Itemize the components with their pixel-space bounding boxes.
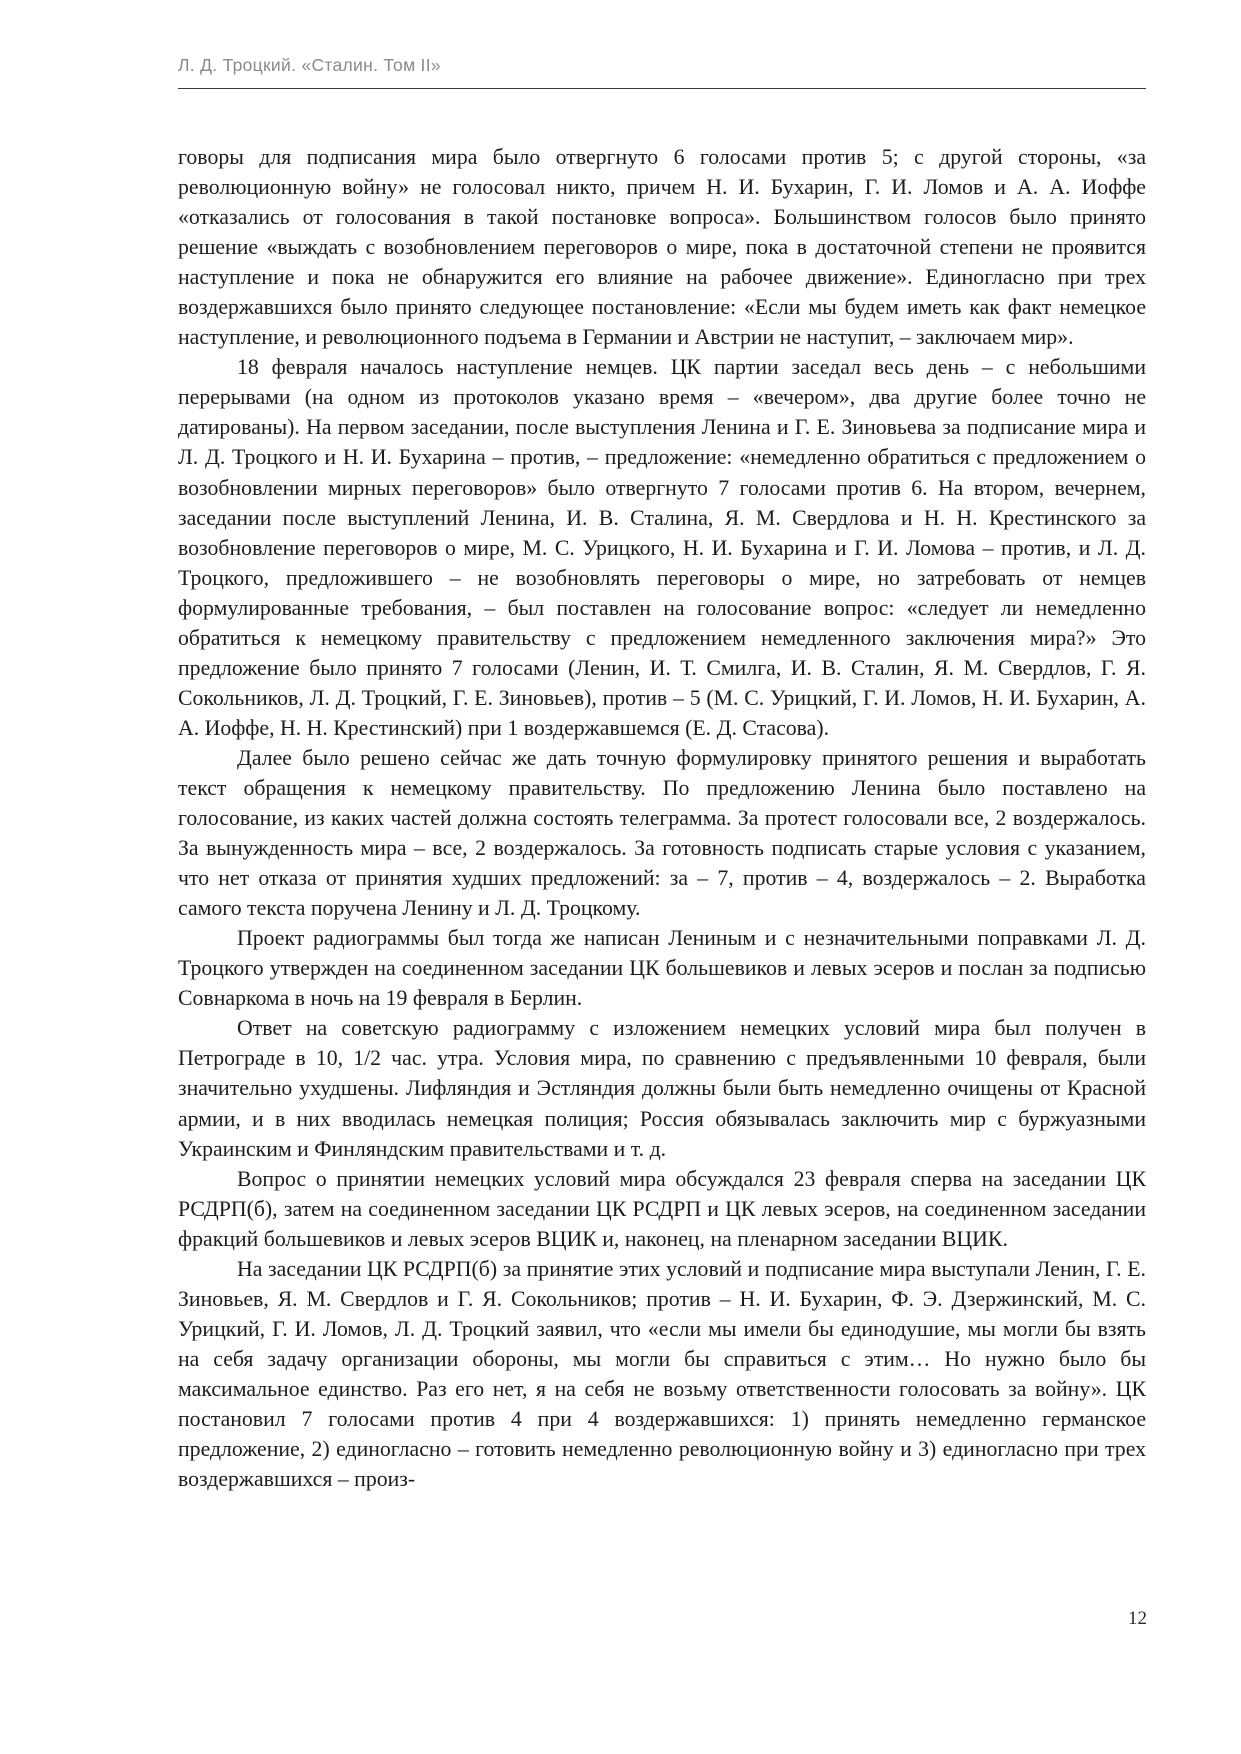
paragraph-continuation: говоры для подписания мира было отвергнуто 6 голосами против 5; с другой стороны, «за революционную войну» не голосовал никто, причем Н. И. Бухарин, Г. И. Ломов и А. А. Иоффе «отказались от голосования в такой постановке вопроса». Большинством голосов было принято решение «выждать с возобновлением переговоров о мире, пока в достаточной степени не проявится наступление и пока не обнаружится его влияние на рабочее движение». Единогласно при трех воздержавшихся было принято следующее постановление: «Если мы будем иметь как факт немецкое наступление, и революционного подъема в Германии и Австрии не наступит, – заключаем мир».: [178, 145, 1146, 350]
paragraph: Далее было решено сейчас же дать точную формулировку принятого решения и выработать текст обращения к немецкому правительству. По предложению Ленина было поставлено на голосование, из каких частей должна состоять телеграмма. За протест голосовали все, 2 воздержалось. За вынужденность мира – все, 2 воздержалось. За готовность подписать старые условия с указанием, что нет отказа от принятия худших предложений: за – 7, против – 4, воздержалось – 2. Выработка самого текста поручена Ленину и Л. Д. Троцкому.: [178, 745, 1146, 921]
paragraph: Ответ на советскую радиограмму с изложением немецких условий мира был получен в Петрограде в 10, 1/2 час. утра. Условия мира, по сравнению с предъявленными 10 февраля, были значительно ухудшены. Лифляндия и Эстляндия должны были быть немедленно очищены от Красной армии, и в них вводилась немецкая полиция; Россия обязывалась заключить мир с буржуазными Украинским и Финляндским правительствами и т. д.: [178, 1016, 1146, 1161]
page-number: 12: [1128, 1608, 1147, 1629]
paragraph: Вопрос о принятии немецких условий мира обсуждался 23 февраля сперва на заседании ЦК РСДРП(б), затем на соединенном заседании ЦК РСДРП и ЦК левых эсеров, на соединенном заседании фракций большевиков и левых эсеров ВЦИК и, наконец, на пленарном заседании ВЦИК.: [178, 1166, 1146, 1251]
header-rule: [178, 88, 1146, 89]
body-text: [178, 142, 1146, 1494]
paragraph: 18 февраля началось наступление немцев. ЦК партии заседал весь день – с небольшими перерывами (на одном из протоколов указано время – «вечером», два другие более точно не датированы). На первом заседании, после выступления Ленина и Г. Е. Зиновьева за подписание мира и Л. Д. Троцкого и Н. И. Бухарина – против, – предложение: «немедленно обратиться с предложением о возобновлении мирных переговоров» было отвергнуто 7 голосами против 6. На втором, вечернем, заседании после выступлений Ленина, И. В. Сталина, Я. М. Свердлова и Н. Н. Крестинского за возобновление переговоров о мире, М. С. Урицкого, Н. И. Бухарина и Г. И. Ломова – против, и Л. Д. Троцкого, предложившего – не возобновлять переговоры о мире, но затребовать от немцев формулированные требования, – был поставлен на голосование вопрос: «следует ли немедленно обратиться к немецкому правительству с предложением немедленного заключения мира?» Это предложение было принято 7 голосами (Ленин, И. Т. Смилга, И. В. Сталин, Я. М. Свердлов, Г. Я. Сокольников, Л. Д. Троцкий, Г. Е. Зиновьев), против – 5 (М. С. Урицкий, Г. И. Ломов, Н. И. Бухарин, А. А. Иоффе, Н. Н. Крестинский) при 1 воздержавшемся (Е. Д. Стасова).: [178, 355, 1146, 740]
running-header: Л. Д. Троцкий. «Сталин. Том II»: [178, 55, 441, 75]
paragraph: Проект радиограммы был тогда же написан Лениным и с незначительными поправками Л. Д. Троцкого утвержден на соединенном заседании ЦК большевиков и левых эсеров и послан за подписью Совнаркома в ночь на 19 февраля в Берлин.: [178, 926, 1146, 1011]
paragraph: На заседании ЦК РСДРП(б) за принятие этих условий и подписание мира выступали Ленин, Г. Е. Зиновьев, Я. М. Свердлов и Г. Я. Сокольников; против – Н. И. Бухарин, Ф. Э. Дзержинский, М. С. Урицкий, Г. И. Ломов, Л. Д. Троцкий заявил, что «если мы имели бы единодушие, мы могли бы взять на себя задачу организации обороны, мы могли бы справиться с этим… Но нужно было бы максимальное единство. Раз его нет, я на себя не возьму ответственности голосовать за войну». ЦК постановил 7 голосами против 4 при 4 воздержавшихся: 1) принять немедленно германское предложение, 2) единогласно – готовить немедленно революционную войну и 3) единогласно при трех воздержавшихся – произ-: [178, 1256, 1146, 1492]
